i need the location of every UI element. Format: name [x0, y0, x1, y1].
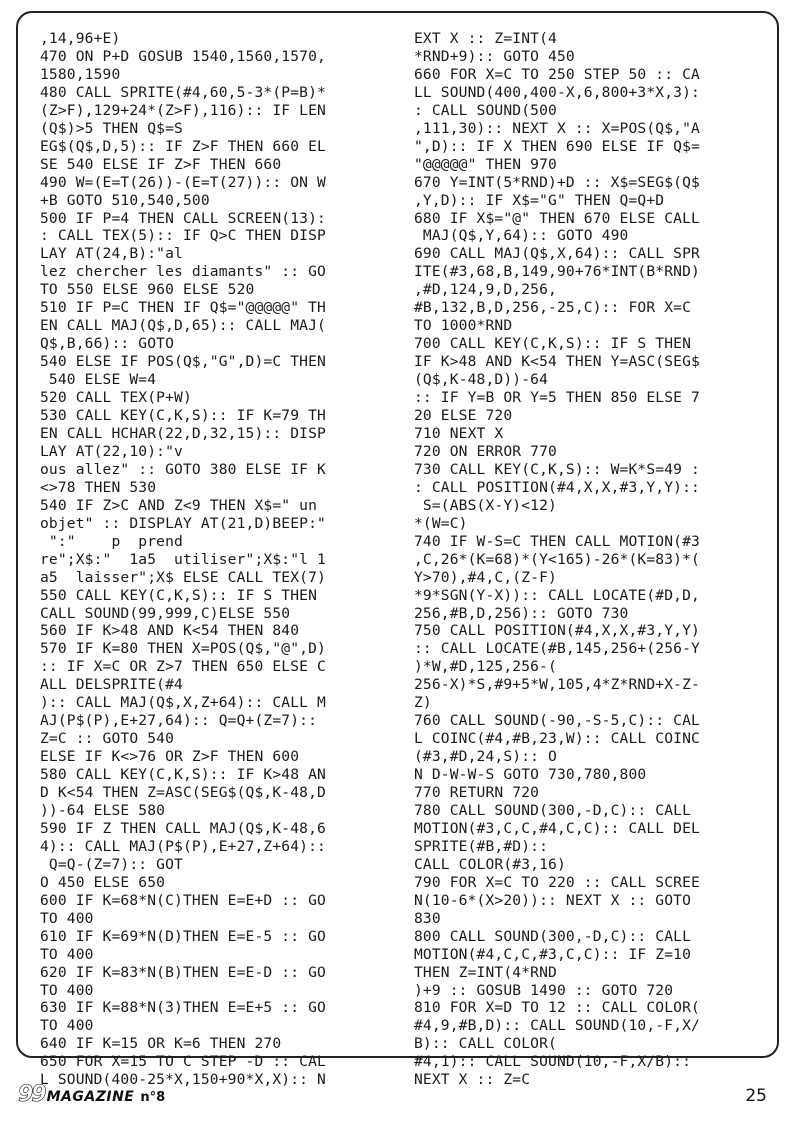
listing-column-right: EXT X :: Z=INT(4 *RND+9):: GOTO 450 660 FOR X=C TO 250 STEP 50 :: CA LL SOUND(400,400-X,6,800+3*X,3): : CALL SOUND(500 ,111,30):: NEXT X :: X=POS(Q$,"A ",D):: IF X THEN 690 ELSE IF Q$= "@@@@@" THEN 970 670 Y=INT(5*RND)+D :: X$=SEG$(Q$ ,Y,D):: IF X$="G" THEN Q=Q+D 680 IF X$="@" THEN 670 ELSE CALL MAJ(Q$,Y,64):: GOTO 490 690 CALL MAJ(Q$,X,64):: CALL SPR ITE(#3,68,B,149,90+76*INT(B*RND) ,#D,124,9,D,256, #B,132,B,D,256,-25,C):: FOR X=C TO 1000*RND 700 CALL KEY(C,K,S):: IF S THEN IF K>48 AND K<54 THEN Y=ASC(SEG$ (Q$,K-48,D))-64 :: IF Y=B OR Y=5 THEN 850 ELSE 7 20 ELSE 720 710 NEXT X 720 ON ERROR 770 730 CALL KEY(C,K,S):: W=K*S=49 : : CALL POSITION(#4,X,X,#3,Y,Y):: S=(ABS(X-Y)<12) *(W=C) 740 IF W-S=C THEN CALL MOTION(#3 ,C,26*(K=68)*(Y<165)-26*(K=83)*( Y>70),#4,C,(Z-F) *9*SGN(Y-X)):: CALL LOCATE(#D,D, 256,#B,D,256):: GOTO 730 750 CALL POSITION(#4,X,X,#3,Y,Y) :: CALL LOCATE(#B,145,256+(256-Y )*W,#D,125,256-( 256-X)*S,#9+5*W,105,4*Z*RND+X-Z- Z) 760 CALL SOUND(-90,-S-5,C):: CAL L COINC(#4,#B,23,W):: CALL COINC (#3,#D,24,S):: O N D-W-W-S GOTO 730,780,800 770 RETURN 720 780 CALL SOUND(300,-D,C):: CALL MOTION(#3,C,C,#4,C,C):: CALL DEL SPRITE(#B,#D):: CALL COLOR(#3,16) 790 FOR X=C TO 220 :: CALL SCREE N(10-6*(X>20)):: NEXT X :: GOTO 830 800 CALL SOUND(300,-D,C):: CALL MOTION(#4,C,C,#3,C,C):: IF Z=10 THEN Z=INT(4*RND )+9 :: GOSUB 1490 :: GOTO 720 810 FOR X=D TO 12 :: CALL COLOR( #4,9,#B,D):: CALL SOUND(10,-F,X/ B):: CALL COLOR( #4,1):: CALL SOUND(10,-F,X/B):: NEXT X :: Z=C [414, 30, 700, 1089]
logo-nines: 99 [18, 1082, 45, 1107]
logo-wordmark: MAGAZINE [46, 1089, 135, 1105]
page-footer [18, 1082, 785, 1112]
page-number: 25 [745, 1086, 767, 1106]
listing-column-left: ,14,96+E) 470 ON P+D GOSUB 1540,1560,1570, 1580,1590 480 CALL SPRITE(#4,60,5-3*(P=B)* (Z>F),129+24*(Z>F),116):: IF LEN (Q$)>5 THEN Q$=S EG$(Q$,D,5):: IF Z>F THEN 660 EL SE 540 ELSE IF Z>F THEN 660 490 W=(E=T(26))-(E=T(27)):: ON W +B GOTO 510,540,500 500 IF P=4 THEN CALL SCREEN(13): : CALL TEX(5):: IF Q>C THEN DISP LAY AT(24,B):"al lez chercher les diamants" :: GO TO 550 ELSE 960 ELSE 520 510 IF P=C THEN IF Q$="@@@@@" TH EN CALL MAJ(Q$,D,65):: CALL MAJ( Q$,B,66):: GOTO 540 ELSE IF POS(Q$,"G",D)=C THEN 540 ELSE W=4 520 CALL TEX(P+W) 530 CALL KEY(C,K,S):: IF K=79 TH EN CALL HCHAR(22,D,32,15):: DISP LAY AT(22,10):"v ous allez" :: GOTO 380 ELSE IF K <>78 THEN 530 540 IF Z>C AND Z<9 THEN X$=" un objet" :: DISPLAY AT(21,D)BEEP:" ":" p prend re";X$:" 1a5 utiliser";X$:"l 1 a5 laisser";X$ ELSE CALL TEX(7) 550 CALL KEY(C,K,S):: IF S THEN CALL SOUND(99,999,C)ELSE 550 560 IF K>48 AND K<54 THEN 840 570 IF K=80 THEN X=POS(Q$,"@",D) :: IF X=C OR Z>7 THEN 650 ELSE C ALL DELSPRITE(#4 ):: CALL MAJ(Q$,X,Z+64):: CALL M AJ(P$(P),E+27,64):: Q=Q+(Z=7):: Z=C :: GOTO 540 ELSE IF K<>76 OR Z>F THEN 600 580 CALL KEY(C,K,S):: IF K>48 AN D K<54 THEN Z=ASC(SEG$(Q$,K-48,D ))-64 ELSE 580 590 IF Z THEN CALL MAJ(Q$,K-48,6 4):: CALL MAJ(P$(P),E+27,Z+64):: Q=Q-(Z=7):: GOT O 450 ELSE 650 600 IF K=68*N(C)THEN E=E+D :: GO TO 400 610 IF K=69*N(D)THEN E=E-5 :: GO TO 400 620 IF K=83*N(B)THEN E=E-D :: GO TO 400 630 IF K=88*N(3)THEN E=E+5 :: GO TO 400 640 IF K=15 OR K=6 THEN 270 650 FOR X=15 TO C STEP -D :: CAL L SOUND(400-25*X,150+90*X,X):: N [40, 30, 326, 1089]
magazine-logo [18, 1082, 165, 1107]
issue-number: n°8 [140, 1090, 166, 1105]
